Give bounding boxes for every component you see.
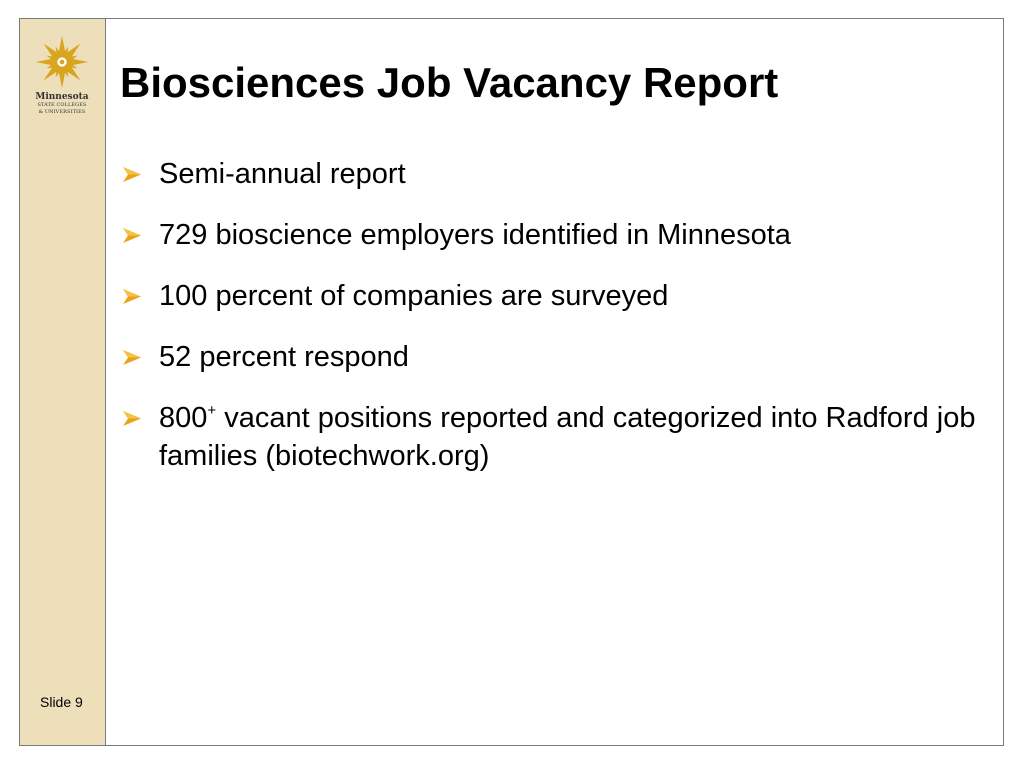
- arrow-bullet-icon: [122, 349, 142, 366]
- sidebar: [20, 19, 106, 745]
- bullet-text-number: 800: [159, 402, 208, 434]
- minnesota-logo: [27, 34, 97, 134]
- bullet-item: [120, 155, 980, 193]
- bullet-item: [120, 399, 980, 475]
- arrow-bullet-icon: [122, 227, 142, 244]
- logo-wordmark: [27, 92, 97, 116]
- arrow-bullet-icon: [122, 166, 142, 183]
- bullet-superscript: +: [207, 402, 217, 419]
- logo-subtitle-2: & UNIVERSITIES: [38, 109, 86, 115]
- bullet-text: 52 percent respond: [159, 341, 409, 373]
- slide-title: Biosciences Job Vacancy Report: [120, 59, 779, 106]
- bullet-text: Semi-annual report: [159, 158, 406, 190]
- arrow-bullet-icon: [122, 410, 142, 427]
- slide-number: Slide 9: [40, 694, 83, 710]
- logo-subtitle-1: STATE COLLEGES: [37, 102, 87, 108]
- bullet-list: [120, 155, 980, 498]
- slide: [19, 18, 1004, 746]
- arrow-bullet-icon: [122, 288, 142, 305]
- bullet-item: [120, 338, 980, 376]
- bullet-item: [120, 216, 980, 254]
- bullet-text: vacant positions reported and categorized into Radford job families (biotechwork.org): [159, 402, 976, 472]
- bullet-text: 729 bioscience employers identified in Minnesota: [159, 219, 791, 251]
- bullet-item: [120, 277, 980, 315]
- north-star-icon: [33, 34, 91, 90]
- bullet-text: 100 percent of companies are surveyed: [159, 280, 669, 312]
- logo-name: Minnesota: [35, 92, 89, 102]
